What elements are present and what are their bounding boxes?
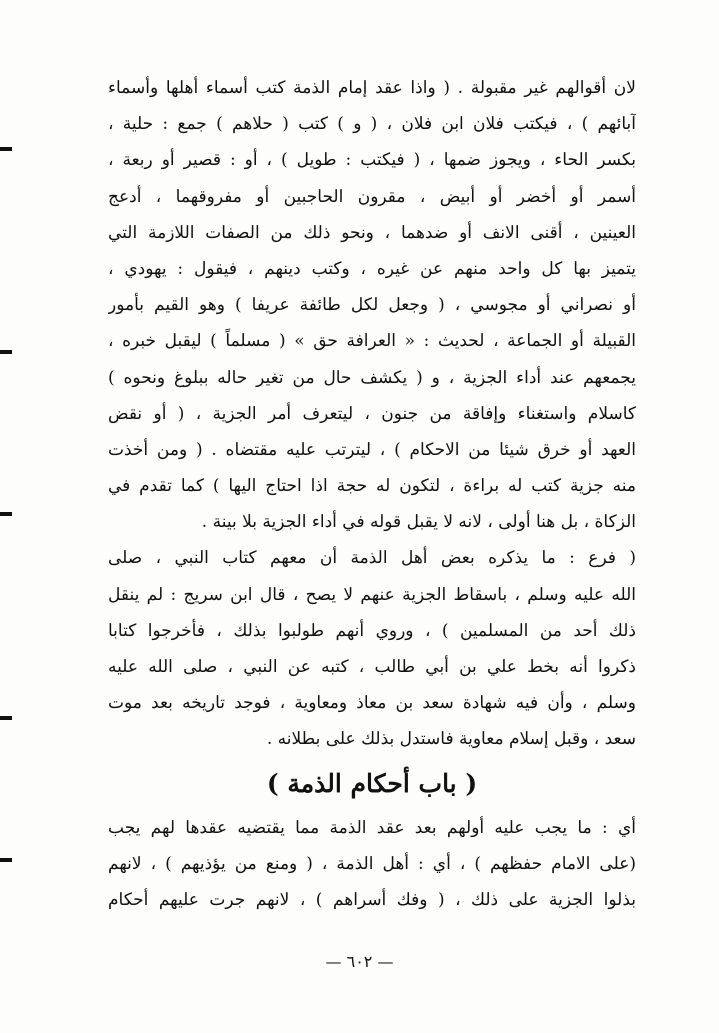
text-line: ( فرع : ما يذكره بعض أهل الذمة أن معهم كتاب النبي ، صلى bbox=[108, 548, 636, 569]
text-line: آبائهم ) ، فيكتب فلان ابن فلان ، ( و ) كتب ( حلاهم ) جمع : حلية ، bbox=[108, 114, 636, 135]
text-line: الزكاة ، بل هنا أولى ، لانه لا يقبل قوله في أداء الجزية بلا بينة . bbox=[201, 512, 636, 533]
text-line: سعد ، وقبل إسلام معاوية فاستدل بذلك على بطلانه . bbox=[266, 729, 636, 750]
text-line: أي : ما يجب عليه أولهم بعد عقد الذمة مما يقتضيه عقدها لهم يجب bbox=[108, 817, 636, 838]
margin-mark bbox=[0, 512, 12, 516]
page-number: — ٦٠٢ — bbox=[325, 952, 394, 971]
text-line: لان أقوالهم غير مقبولة . ( واذا عقد إمام الذمة كتب أسماء أهلها وأسماء bbox=[108, 78, 636, 98]
text-line: يتميز بها كل واحد منهم عن غيره ، وكتب دينهم ، فيقول : يهودي ، bbox=[108, 258, 636, 279]
text-line: يجمعهم عند أداء الجزية ، و ( يكشف حال من تغير حاله ببلوغ ونحوه ) bbox=[108, 367, 636, 388]
margin-mark bbox=[0, 716, 12, 720]
margin-mark bbox=[0, 350, 12, 354]
margin-mark bbox=[0, 147, 12, 151]
text-line: العهد أو خرق شيئا من الاحكام ) ، ليترتب عليه مقتضاه . ( ومن أخذت bbox=[108, 439, 636, 460]
text-line: بذلوا الجزية على ذلك ، ( وفك أسراهم ) ، لانهم جرت عليهم أحكام bbox=[108, 889, 636, 910]
text-line: (على الامام حفظهم ) ، أي : أهل الذمة ، ( ومنع من يؤذيهم ) ، لانهم bbox=[108, 853, 636, 874]
text-line: كاسلام واستغناء وإفاقة من جنون ، ليتعرف أمر الجزية ، ( أو نقض bbox=[108, 403, 636, 424]
text-line: منه جزية كتب له براءة ، لتكون له حجة اذا احتاج اليها ) كما تقدم في bbox=[108, 476, 636, 497]
text-line: أو نصراني أو مجوسي ، ( وجعل لكل طائفة عريفا ) وهو القيم بأمور bbox=[108, 295, 636, 316]
text-line: القبيلة أو الجماعة ، لحديث : « العرافة حق » ( مسلماً ) ليقبل خبره ، bbox=[108, 331, 636, 352]
text-line: الله عليه وسلم ، باسقاط الجزية عنهم لا يصح ، قال ابن سريج : لم ينقل bbox=[108, 584, 636, 605]
text-line: بكسر الحاء ، ويجوز ضمها ، ( فيكتب : طويل ) ، أو : قصير أو ربعة ، bbox=[108, 150, 636, 171]
text-line: وسلم ، وأن فيه شهادة سعد بن معاذ ومعاوية ، فوجد تاريخه بعد موت bbox=[108, 693, 636, 714]
text-line: ذلك أحد من المسلمين ) ، وروي أنهم طولبوا بذلك ، فأخرجوا كتابا bbox=[108, 620, 636, 641]
section-heading: ( باب أحكام الذمة ) bbox=[266, 768, 478, 798]
text-line: ذكروا أنه بخط علي بن أبي طالب ، كتبه عن النبي ، صلى الله عليه bbox=[108, 657, 636, 677]
main-text bbox=[108, 70, 636, 918]
margin-mark bbox=[0, 858, 12, 862]
text-line: العينين ، أقنى الانف أو ضدهما ، ونحو ذلك من الصفات اللازمة التي bbox=[108, 222, 636, 243]
text-line: أسمر أو أخضر أو أبيض ، مقرون الحاجبين أو مفروقهما ، أدعج bbox=[108, 186, 636, 207]
